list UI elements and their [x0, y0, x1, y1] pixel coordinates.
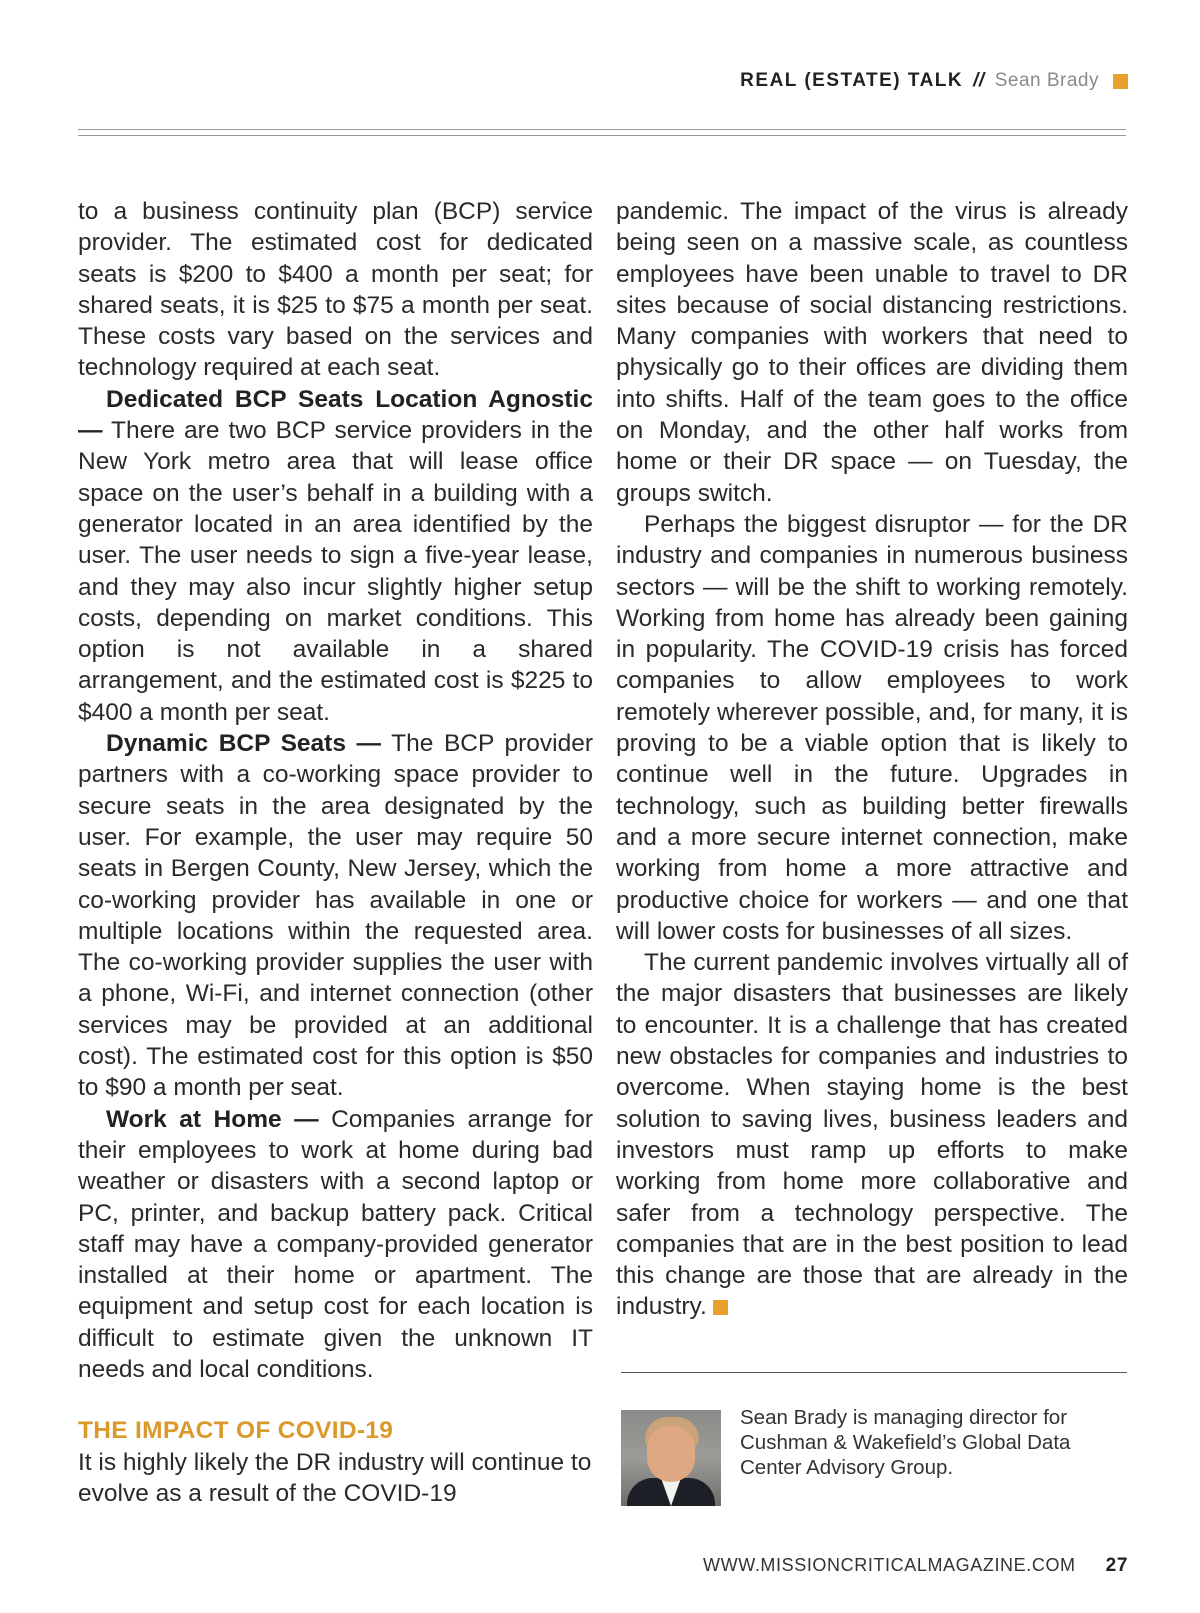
paragraph-lead: Dynamic BCP Seats —: [106, 730, 382, 758]
paragraph-body: There are two BCP service providers in the New York metro area that will lease office space on the user’s behalf in a building with a generator located in an area identified by the user. The user needs to sign a five-year lease, and they may also incur slightly higher setup costs, depending on market conditions. This option is not available in a shared arrangement, and the estimated cost is $225 to $400 a month per seat.: [78, 417, 593, 726]
paragraph: Perhaps the biggest disruptor — for the DR industry and companies in numerous business sectors — will be the shift to working remotely. Working from home has already been gaining in popularity. The COVID-19 crisis has forced companies to allow employees to work remotely wherever possible, and, for many, it is proving to be a viable option that is likely to continue well in the future. Upgrades in technology, such as building better firewalls and a more secure internet connection, make working from home a more attractive and productive choice for workers — and one that will lower costs for businesses of all sizes.: [616, 510, 1128, 945]
header-author: Sean Brady: [994, 70, 1099, 91]
bio-divider: [621, 1372, 1127, 1373]
page-footer: [703, 1555, 1128, 1577]
page-number: 27: [1105, 1555, 1128, 1576]
paragraph-body: Companies arrange for their employees to work at home during bad weather or disasters with a second laptop or PC, printer, and backup battery pack. Critical staff may have a company-provided generator installed at their home or apartment. The equipment and setup cost for each location is difficult to estimate given the unknown IT needs and local conditions.: [78, 1105, 593, 1383]
left-column: [78, 196, 593, 1509]
section-title: REAL (ESTATE) TALK: [740, 70, 964, 91]
header-separator: //: [973, 70, 985, 91]
paragraph-lead: Dedicated BCP Seats Location Agnostic —: [78, 385, 593, 445]
paragraph-body: The BCP provider partners with a co-working space provider to secure seats in the area designated by the user. For example, the user may require 50 seats in Bergen County, New Jersey, which the co-working provider has available in one or multiple locations within the requested area. The co-working provider supplies the user with a phone, Wi-Fi, and internet connection (other services may be provided at an additional cost). The estimated cost for this option is $50 to $90 a month per seat.: [78, 730, 593, 1102]
header-rule: [78, 129, 1126, 136]
paragraph: [78, 1104, 593, 1386]
author-bio: Sean Brady is managing director for Cushman & Wakefield’s Global Data Center Advisory Group.: [740, 1406, 1071, 1479]
footer-url: WWW.MISSIONCRITICALMAGAZINE.COM: [703, 1555, 1076, 1575]
section-heading: THE IMPACT OF COVID-19: [78, 1417, 394, 1445]
paragraph: pandemic. The impact of the virus is already being seen on a massive scale, as countless employees have been unable to travel to DR sites because of social distancing restrictions. Many companies with workers that need to physically go to their offices are dividing them into shifts. Half of the team goes to the office on Monday, and the other half works from home or their DR space — on Tuesday, the groups switch.: [616, 198, 1128, 507]
paragraph-lead: Work at Home —: [106, 1105, 319, 1133]
accent-square-icon: [1113, 74, 1128, 89]
paragraph: [616, 947, 1128, 1323]
end-mark-icon: [713, 1300, 728, 1315]
right-column: [616, 196, 1128, 1323]
running-header: [740, 70, 1128, 92]
paragraph-body: The current pandemic involves virtually all of the major disasters that businesses are likely to encounter. It is a challenge that has created new obstacles for companies and industries to overcome. When staying home is the best solution to saving lives, business leaders and investors must ramp up efforts to make working from home more collaborative and safer from a technology perspective. The companies that are in the best position to lead this change are those that are already in the industry.: [616, 949, 1128, 1321]
paragraph: [78, 728, 593, 1104]
paragraph: to a business continuity plan (BCP) service provider. The estimated cost for dedicated seats is $200 to $400 a month per seat; for shared seats, it is $25 to $75 a month per seat. These costs vary based on the services and technology required at each seat.: [78, 198, 593, 382]
author-photo: [621, 1410, 721, 1506]
paragraph: [78, 384, 593, 728]
paragraph: It is highly likely the DR industry will continue to evolve as a result of the COVID-19: [78, 1448, 592, 1507]
